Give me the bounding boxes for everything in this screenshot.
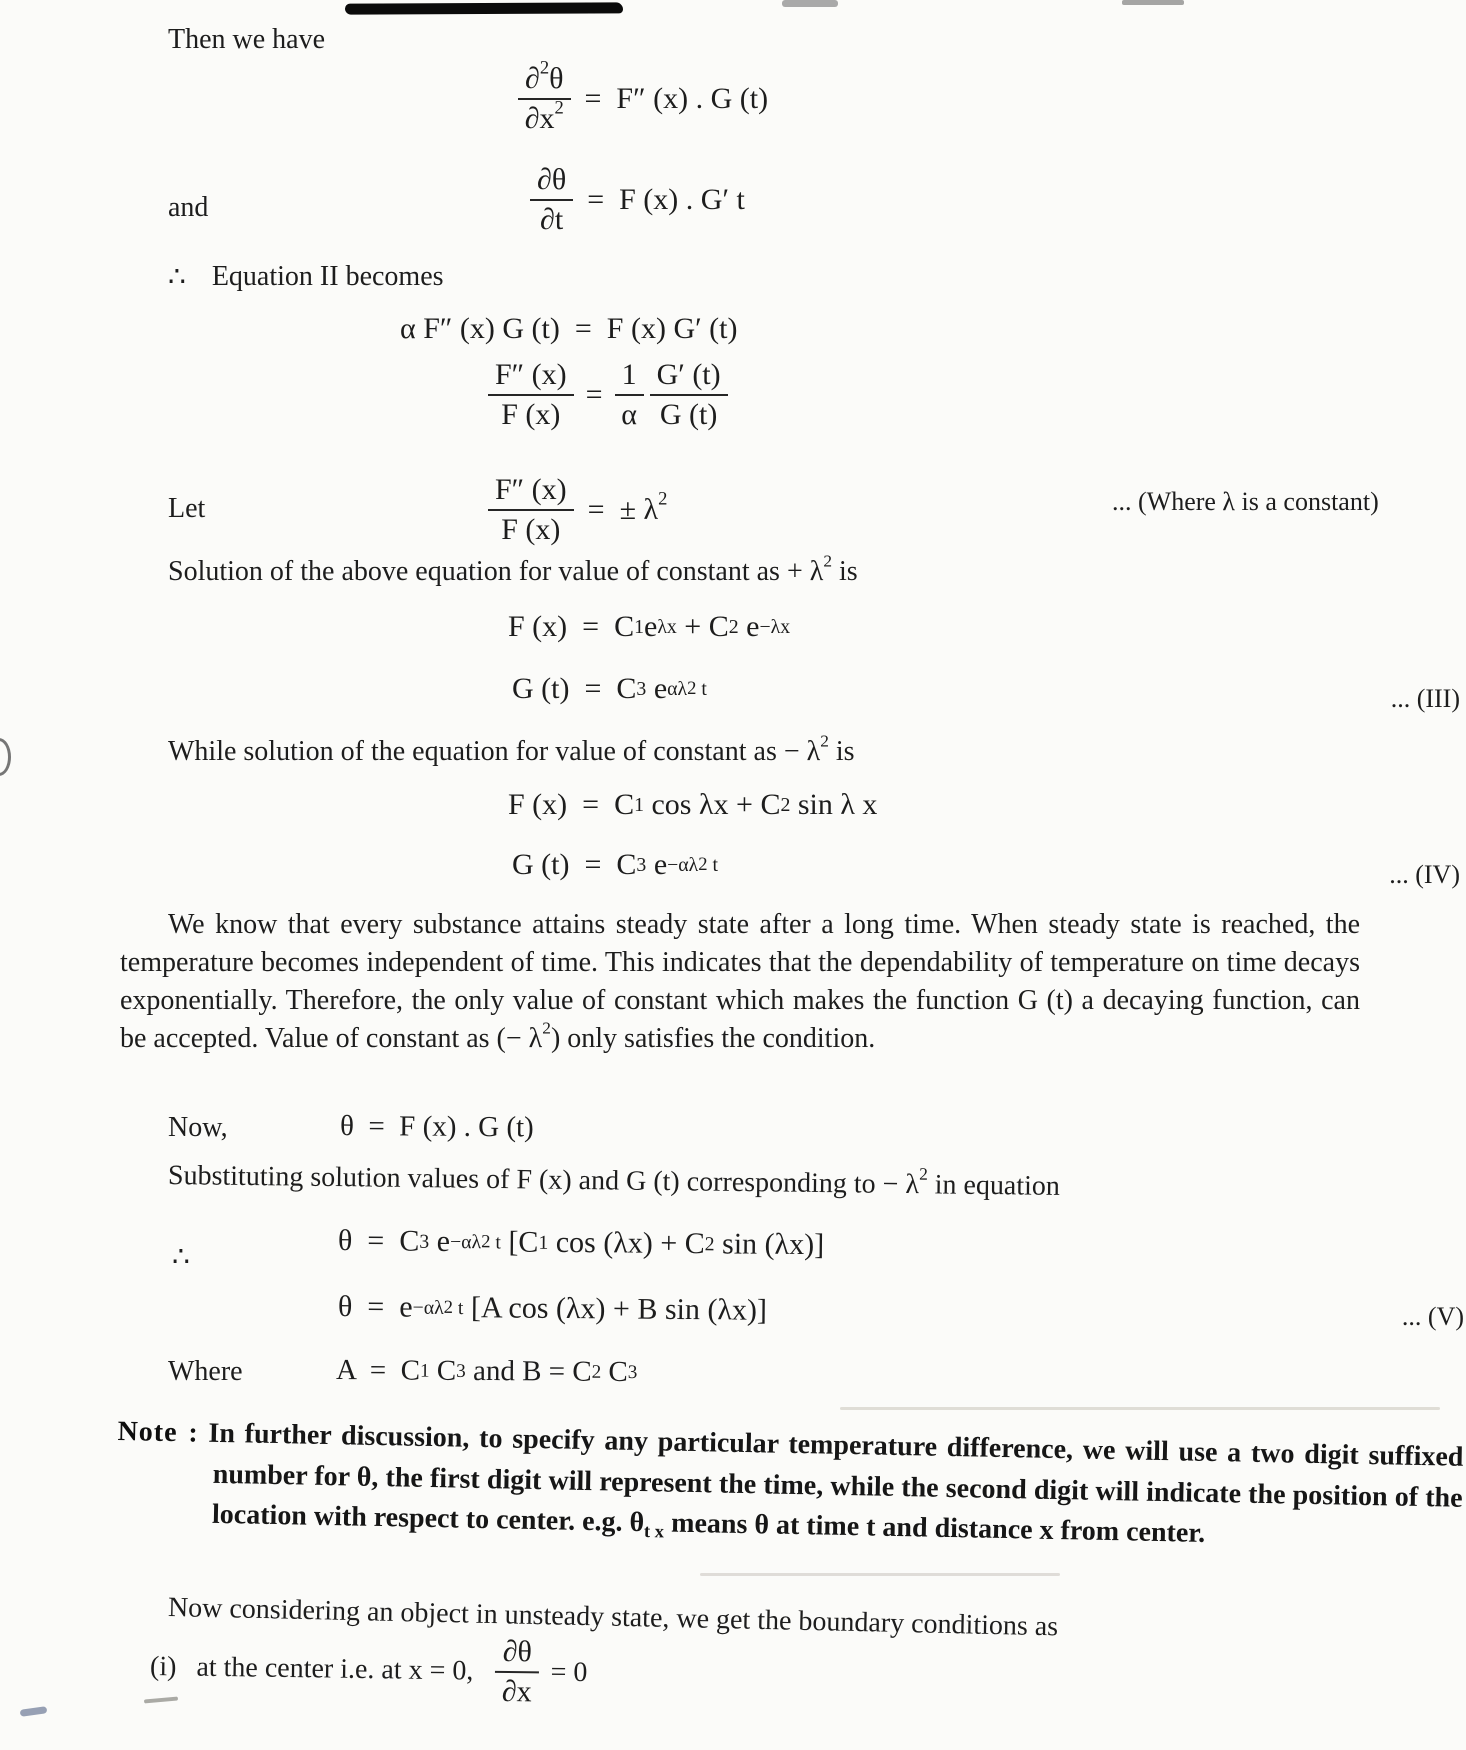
line-substituting: Substituting solution values of F (x) and G (t) corresponding to − $\lambda^2$ in equation	[167, 1160, 1061, 1202]
line-text: Equation II becomes	[211, 261, 444, 292]
equation-marker-v: ... (V)	[1401, 1302, 1464, 1331]
note-block	[116, 1412, 1464, 1559]
fraction-fppx-fx	[488, 358, 574, 431]
scan-artifact-smudge	[782, 0, 838, 7]
fraction-denominator: $\partial x^2$	[524, 97, 564, 135]
scan-noise-streak	[840, 1407, 1440, 1410]
equation-rhs: = ± $\lambda^2$	[587, 488, 668, 526]
note-label: Note :	[117, 1415, 199, 1449]
therefore-symbol: ∴	[172, 1242, 190, 1273]
scan-noise-streak	[700, 1573, 1060, 1576]
equation-rhs: = F″ (x) . G (t)	[584, 81, 769, 115]
equals-sign: =	[585, 377, 603, 411]
line-equation-ii-becomes	[168, 260, 444, 294]
fraction-denominator: F (x)	[501, 512, 561, 546]
fraction-one-alpha	[615, 358, 644, 431]
scan-artifact-bar	[345, 2, 623, 14]
equation-second-derivative	[518, 57, 769, 135]
line-now: Now,	[168, 1112, 228, 1143]
fraction-numerator: ∂$^2$θ	[518, 62, 571, 100]
equation-ratio	[488, 358, 728, 431]
line-then-we-have: Then we have	[168, 24, 326, 55]
paragraph-steady-state: We know that every substance attains steady state after a long time. When steady state is reached, the temperature becomes independent of time. This indicates that the dependability of temperature on time decays exponentially. Therefore, the only value of constant which makes the function G (t) a decaying function, can be accepted. Value of constant as (− $\lambda^2$) only satisfies the condition.	[120, 909, 1360, 1054]
fraction-d2theta-dx2	[518, 57, 571, 135]
equation-lambda-constant	[488, 473, 667, 546]
fraction-denominator: α	[621, 397, 637, 431]
boundary-condition-row	[149, 1630, 587, 1709]
boundary-item-label: (i)	[149, 1650, 177, 1682]
scan-artifact-paren	[0, 738, 11, 776]
fraction-fppx-fx	[488, 473, 574, 546]
boundary-item-text: at the center i.e. at x = 0,	[196, 1651, 474, 1687]
fraction-denominator: ∂x	[501, 1674, 532, 1708]
equation-ab-definition: A = C 1 C 3 and B = C 2 C 3	[335, 1354, 638, 1389]
equation-first-derivative	[530, 163, 745, 236]
equation-gt-negative: G (t) = C 3 e −αλ 2 t	[512, 848, 719, 881]
equation-marker-iv: ... (IV)	[1389, 860, 1460, 889]
equation-rhs: = F (x) . G′ t	[587, 182, 745, 216]
fraction-numerator: G′ (t)	[650, 358, 728, 396]
line-now-considering: Now considering an object in unsteady state, we get the boundary conditions as	[167, 1592, 1059, 1643]
boundary-item-rhs: = 0	[550, 1656, 588, 1688]
line-let: Let	[168, 493, 206, 524]
therefore-symbol: ∴	[168, 262, 186, 293]
fraction-numerator: ∂θ	[495, 1635, 539, 1673]
fraction-gpt-gt	[650, 358, 728, 431]
equation-fx-positive: F (x) = C 1 e λx + C 2 e −λx	[508, 610, 791, 643]
line-solution-negative: While solution of the equation for value of constant as − $\lambda^2$ is	[168, 731, 855, 767]
note-body: In further discussion, to specify any particular temperature difference, we will use a two digit suffixed number for θ, the first digit will represent the time, while the second digit will indicate the position of the location with respect to center. e.g. $\theta_{t x}$ means θ at time t and distance x from center.	[208, 1417, 1464, 1549]
equation-gt-positive: G (t) = C 3 e αλ 2 t	[512, 672, 707, 705]
line-and: and	[168, 192, 209, 223]
fraction-numerator: ∂θ	[530, 163, 573, 201]
equation-fx-negative: F (x) = C 1 cos λx + C 2 sin λ x	[508, 788, 878, 821]
scan-artifact-blue-mark	[20, 1706, 48, 1717]
fraction-dtheta-dx	[495, 1635, 539, 1709]
scan-artifact-corner	[1122, 0, 1184, 5]
equation-theta-ab: θ = e −αλ 2 t [A cos (λx) + B sin (λx)]	[337, 1290, 768, 1327]
equation-separated: α F″ (x) G (t) = F (x) G′ (t)	[400, 312, 738, 345]
fraction-dtheta-dt	[530, 163, 573, 236]
annotation-lambda-constant: ... (Where λ is a constant)	[1112, 487, 1379, 516]
equation-marker-iii: ... (III)	[1390, 684, 1460, 713]
fraction-numerator: F″ (x)	[488, 358, 574, 396]
line-where: Where	[168, 1356, 243, 1387]
fraction-numerator: F″ (x)	[488, 473, 574, 511]
equation-theta-c3: θ = C 3 e −αλ 2 t [C 1 cos (λx) + C 2 sin (λx)]	[337, 1224, 825, 1262]
fraction-denominator: ∂t	[540, 202, 564, 236]
line-solution-positive: Solution of the above equation for value of constant as + $\lambda^2$ is	[168, 551, 858, 587]
fraction-denominator: F (x)	[501, 397, 561, 431]
fraction-numerator: 1	[615, 358, 644, 396]
fraction-denominator: G (t)	[659, 397, 718, 431]
equation-theta-product: θ = F (x) . G (t)	[339, 1110, 534, 1144]
